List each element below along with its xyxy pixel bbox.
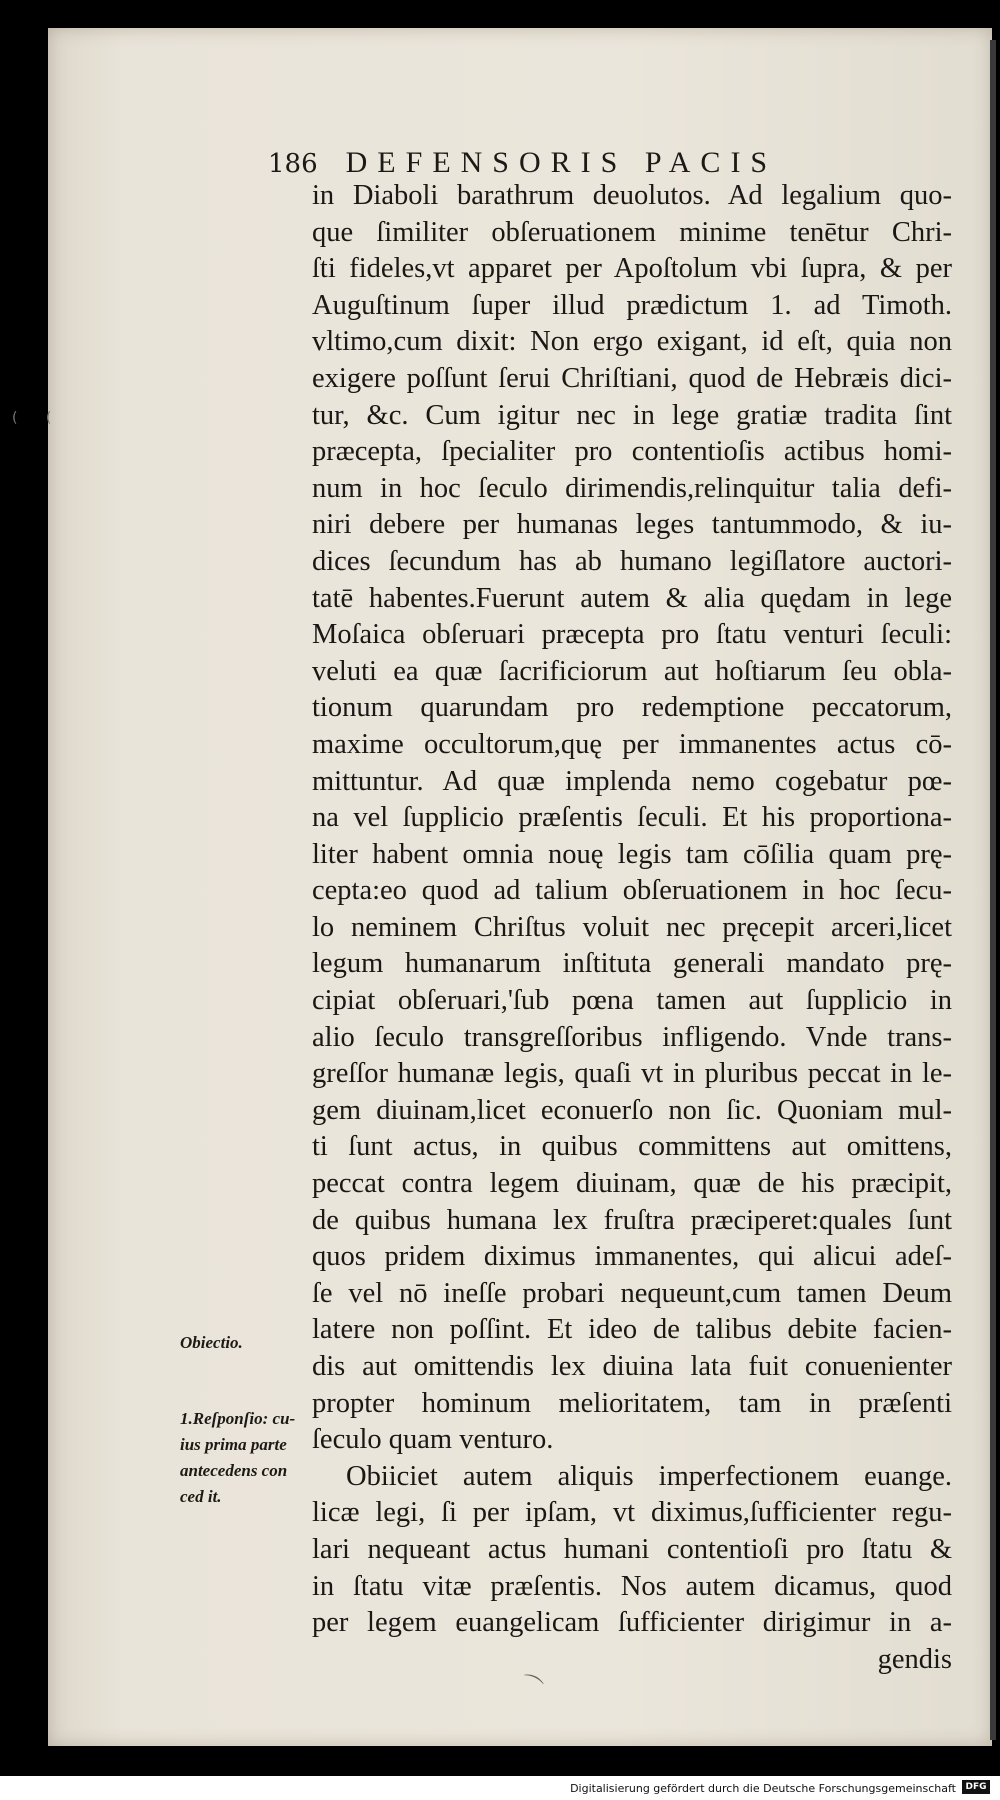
text-line: in Diaboli barathrum deuolutos. Ad legalium quo-	[312, 180, 952, 211]
text-line: latere non poſſint. Et ideo de talibus debite facien-	[312, 1314, 952, 1346]
text-line: cepta:eo quod ad talium obſeruationem in hoc ſecu-	[312, 875, 952, 907]
running-head-title: DEFENSORIS PACIS	[345, 146, 778, 179]
text-line: vltimo,cum dixit: Non ergo exigant, id eſt, quia non	[312, 326, 952, 358]
running-head	[268, 146, 958, 180]
text-line: præcepta, ſpecialiter pro contentioſis actibus homi-	[312, 436, 952, 468]
text-line: dices ſecundum has ab humano legiſlatore auctori-	[312, 545, 952, 577]
text-line: que ſimiliter obſeruationem minime tenētur Chri-	[312, 216, 952, 248]
text-line: tionum quarundam pro redemptione peccatorum,	[312, 692, 952, 724]
text-line: Obiiciet autem aliquis imperfectionem euange.	[346, 1460, 952, 1492]
text-line: quos pridem diximus immanentes, qui alicui adeſ-	[312, 1241, 952, 1273]
text-line: peccat contra legem diuinam, quæ de his præcipit,	[312, 1168, 952, 1200]
text-line: cipiat obſeruari,'ſub pœna tamen aut ſupplicio in	[312, 985, 952, 1017]
catchword: gendis	[877, 1643, 952, 1675]
text-line: in ſtatu vitæ præſentis. Nos autem dicamus, quod	[312, 1570, 952, 1602]
text-line: ſeculo quam venturo.	[312, 1424, 554, 1456]
body-text	[312, 178, 952, 1678]
text-line: tatē habentes.Fuerunt autem & alia quędam in lege	[312, 582, 952, 614]
text-line: lo neminem Chriſtus voluit nec pręcepit arceri,licet	[312, 911, 952, 943]
text-line: niri debere per humanas leges tantummodo, & iu-	[312, 509, 952, 541]
edge-mark: ( (	[12, 410, 64, 426]
text-line: gem diuinam,licet econuerſo non ſic. Quoniam mul-	[312, 1094, 952, 1126]
text-line: veluti ea quæ ſacrificiorum aut hoſtiarum ſeu obla-	[312, 655, 952, 687]
text-line: ſti fideles,vt apparet per Apoſtolum vbi ſupra, & per	[312, 253, 952, 285]
dfg-logo: DFG	[962, 1780, 990, 1794]
text-line: liter habent omnia nouę legis tam cōſilia quam prę-	[312, 838, 952, 870]
margin-note-line: ius prima parte	[180, 1435, 287, 1454]
text-line: de quibus humana lex fruſtra præciperet:quales ſunt	[312, 1204, 952, 1236]
text-line: dis aut omittendis lex diuina lata fuit conuenienter	[312, 1351, 952, 1382]
text-line: Auguſtinum ſuper illud prædictum 1. ad Timoth.	[312, 289, 952, 321]
text-line: na vel ſupplicio præſentis ſeculi. Et his proportiona-	[312, 802, 952, 834]
text-line: legum humanarum inſtituta generali mandato prę-	[312, 948, 952, 980]
text-line: num in hoc ſeculo dirimendis,relinquitur talia defi-	[312, 472, 952, 504]
text-line: ti ſunt actus, in quibus committens aut omittens,	[312, 1131, 952, 1163]
text-line: Moſaica obſeruari præcepta pro ſtatu venturi ſeculi:	[312, 619, 952, 651]
text-line: alio ſeculo transgreſſoribus infligendo. Vnde trans-	[312, 1021, 952, 1053]
text-line: exigere poſſunt ſerui Chriſtiani, quod de Hebræis dici-	[312, 362, 952, 394]
margin-note-line: 1.Reſponſio: cu-	[180, 1409, 296, 1428]
text-line: tur, &c. Cum igitur nec in lege gratiæ tradita ſint	[312, 399, 952, 431]
text-line: per legem euangelicam ſufficienter dirigimur in a-	[312, 1607, 952, 1639]
text-line: ſe vel nō ineſſe probari nequeunt,cum tamen Deum	[312, 1277, 952, 1309]
footer-credit: Digitalisierung gefördert durch die Deutsche Forschungsgemeinschaft	[570, 1782, 956, 1795]
page-edge-shadow	[990, 40, 996, 1740]
text-line: mittuntur. Ad quæ implenda nemo cogebatur pœ-	[312, 765, 952, 797]
text-line: licæ legi, ſi per ipſam, vt diximus,ſufficienter regu-	[312, 1497, 952, 1529]
margin-note-responsio	[180, 1406, 308, 1510]
text-line: greſſor humanæ legis, quaſi vt in pluribus peccat in le-	[312, 1058, 952, 1090]
text-line: lari nequeant actus humani contentioſi pro ſtatu &	[312, 1533, 952, 1565]
text-line: maxime occultorum,quę per immanentes actus cō-	[312, 728, 952, 760]
margin-note-line: antecedens con	[180, 1461, 288, 1480]
margin-note-objectio: Obiectio.	[180, 1333, 243, 1352]
page-number: 186	[268, 149, 318, 179]
margin-note-line: ced it.	[180, 1487, 222, 1506]
text-line: propter hominum melioritatem, tam in præſenti	[312, 1387, 952, 1419]
ink-mark: ⌒	[514, 1671, 546, 1704]
